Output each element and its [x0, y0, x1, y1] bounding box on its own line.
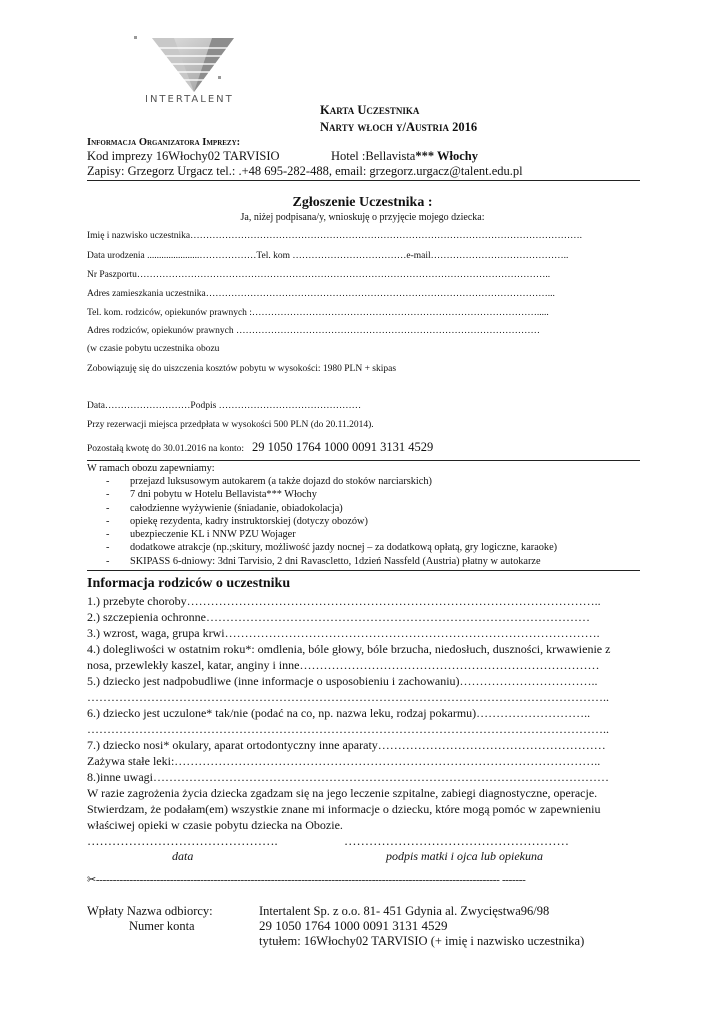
question-hyperactive[interactable]: 5.) dziecko jest nadpobudliwe (inne informacje o usposobieniu i zachowaniu)…………………………….. [87, 674, 598, 688]
question-illnesses[interactable]: 1.) przebyte choroby………………………………………………………………………………………….. [87, 594, 601, 608]
trip-title: Narty włoch y/Austria 2016 [320, 120, 478, 134]
consent-text: W razie zagrożenia życia dziecka zgadzam się na jego leczenie szpitalne, zabiegi diagnostyczne, operacje. [87, 786, 598, 800]
list-item: - ubezpieczenie KL i NNW PZU Wojager [106, 528, 557, 541]
cost-commitment: Zobowiązuję się do uiszczenia kosztów pobytu w wysokości: 1980 PLN + skipas [87, 364, 397, 374]
logo-text: INTERTALENT [145, 94, 234, 105]
question-glasses-braces[interactable]: 7.) dziecko nosi* okulary, aparat ortodontyczny inne aparaty………………………………………………… [87, 738, 606, 752]
payment-account-label: Numer konta [129, 919, 195, 933]
cut-here-line: ✂------------------------------------------------------------------------------------------------------------------------ ------- [87, 874, 526, 886]
field-participant-address[interactable]: Adres zamieszkania uczestnika………………………………………………………………………………………………... [87, 289, 555, 299]
question-height-weight-blood[interactable]: 3.) wzrost, waga, grupa krwi…………………………………………………………………………………. [87, 626, 600, 640]
remaining-payment: Pozostałą kwotę do 30.01.2016 na konto: 29 1050 1764 1000 0091 3131 4529 [87, 440, 434, 454]
field-note: (w czasie pobytu uczestnika obozu [87, 344, 220, 354]
signature-parent-label: podpis matki i ojca lub opiekuna [386, 849, 543, 863]
payment-recipient-value: Intertalent Sp. z o.o. 81- 451 Gdynia al. Zwycięstwa96/98 [259, 904, 550, 918]
consent-text: Stwierdzam, że podałam(em) wszystkie znane mi informacje o dziecku, które mogą pomóc w zapewnieniu [87, 802, 601, 816]
payment-recipient-label: Wpłaty Nazwa odbiorcy: [87, 904, 213, 918]
list-item: - przejazd luksusowym autokarem (a także dojazd do stoków narciarskich) [106, 475, 557, 488]
parents-info-heading: Informacja rodziców o uczestniku [87, 576, 291, 591]
event-code: Kod imprezy 16Włochy02 TARVISIO [87, 149, 280, 163]
signature-date-dots[interactable]: ………………………………………. [87, 834, 278, 848]
consent-text: właściwej opieki w czasie pobytu dziecka na Obozie. [87, 818, 343, 832]
form-subtitle: Ja, niżej podpisana/y, wnioskuję o przyjęcie mojego dziecka: [240, 212, 485, 223]
signature-parent-dots[interactable]: ……………………………………………… [344, 834, 569, 848]
organizer-heading: Informacja Organizatora Imprezy: [87, 137, 241, 148]
list-item: - 7 dni pobytu w Hotelu Bellavista*** Włochy [106, 488, 557, 501]
registration-contact: Zapisy: Grzegorz Urgacz tel.: .+48 695-282-488, email: grzegorz.urgacz@talent.edu.pl [87, 164, 523, 178]
divider [87, 460, 640, 461]
question-ailments[interactable]: 4.) dolegliwości w ostatnim roku*: omdlenia, bóle głowy, bóle brzucha, niedosłuch, duszności, krwawienie z [87, 642, 611, 656]
payment-account-number: 29 1050 1764 1000 0091 3131 4529 [259, 918, 448, 933]
list-item: - dodatkowe atrakcje (np.;skitury, możliwość jazdy nocnej – za dodatkową opłatą, gry logiczne, karaoke) [106, 541, 557, 554]
divider [87, 180, 640, 181]
camp-includes-intro: W ramach obozu zapewniamy: [87, 463, 215, 474]
intertalent-logo [128, 30, 254, 114]
form-title: Zgłoszenie Uczestnika : [292, 195, 433, 210]
bank-account: 29 1050 1764 1000 0091 3131 4529 [252, 440, 434, 454]
hotel-info: Hotel :Bellavista*** Włochy [331, 149, 478, 163]
question-vaccinations[interactable]: 2.) szczepienia ochronne…………………………………………………………………………………… [87, 610, 590, 624]
list-item: - całodzienne wyżywienie (śniadanie, obiadokolacja) [106, 502, 557, 515]
signature-date-label: data [172, 849, 194, 863]
diamond-logo-icon [128, 30, 254, 94]
field-parents-address[interactable]: Adres rodziców, opiekunów prawnych …………………………………………………………………………………… [87, 326, 540, 336]
reservation-deposit: Przy rezerwacji miejsca przedpłata w wysokości 500 PLN (do 20.11.2014). [87, 420, 374, 430]
field-parents-phone[interactable]: Tel. kom. rodziców, opiekunów prawnych :………………………………………………………………………………..... [87, 308, 549, 318]
field-passport[interactable]: Nr Paszportu………………………………………………………………………………………………………………….. [87, 270, 551, 280]
question-allergies[interactable]: 6.) dziecko jest uczulone* tak/nie (podać na co, np. nazwa leku, rodzaj pokarmu)……………………….. [87, 706, 591, 720]
question-ailments-cont[interactable]: nosa, przewlekły kaszel, katar, anginy i inne………………………………………………………………… [87, 658, 600, 672]
card-title: Karta Uczestnika [320, 103, 420, 117]
list-item: - opiekę rezydenta, kadry instruktorskiej (dotyczy obozów) [106, 515, 557, 528]
field-participant-name[interactable]: Imię i nazwisko uczestnika……………………………………………………………………………………………………………. [87, 231, 583, 241]
divider [87, 570, 640, 571]
camp-includes-list [106, 475, 557, 568]
answer-line[interactable]: ………………………………………………………………………………………………………………….. [87, 690, 609, 704]
date-signature-line[interactable]: Data………………………Podpis ……………………………………… [87, 401, 362, 411]
list-item: - SKIPASS 6-dniowy: 3dni Tarvisio, 2 dni Ravascletto, 1dzień Nassfeld (Austria) płatny w autokarze [106, 555, 557, 568]
answer-line[interactable]: ………………………………………………………………………………………………………………….. [87, 722, 609, 736]
payment-title: tytułem: 16Włochy02 TARVISIO (+ imię i nazwisko uczestnika) [259, 934, 585, 948]
question-medication[interactable]: Zażywa stałe leki:…………………………………………………………………………………………….. [87, 754, 601, 768]
field-birth-date-phone-email[interactable]: Data urodzenia ......................………………Tel. kom ………………………………e-mail…………………………………….. [87, 251, 569, 261]
question-other-notes[interactable]: 8.)inne uwagi…………………………………………………………………………………………………… [87, 770, 609, 784]
